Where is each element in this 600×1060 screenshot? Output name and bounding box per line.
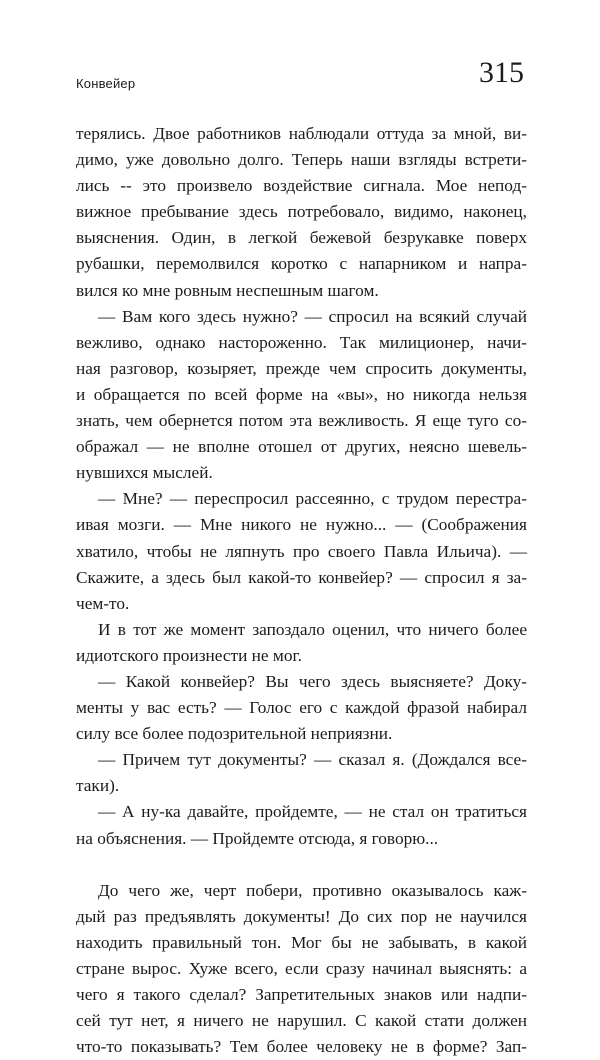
text-line: идиотского произнести не мог.: [76, 645, 302, 665]
text-line: — Вам кого здесь нужно? — спросил на всякий случай: [98, 306, 527, 326]
running-title: Конвейер: [76, 76, 136, 91]
text-line: чем-то.: [76, 593, 130, 613]
text-line: силу все более подозрительной неприязни.: [76, 724, 393, 744]
section-break: [76, 852, 527, 878]
text-line: вился ко мне ровным неспешным шагом.: [76, 280, 379, 300]
text-line: И в тот же момент запоздало оценил, что ничего более: [98, 619, 527, 639]
text-line: рубашки, перемолвился коротко с напарником и напра-: [76, 254, 527, 274]
text-line: — Какой конвейер? Вы чего здесь выясняете? Доку-: [98, 671, 527, 691]
text-line: терялись. Двое работников наблюдали оттуда за мной, ви-: [76, 124, 527, 143]
text-line: знать, чем обернется потом эта вежливость. Я еще туго со-: [76, 411, 527, 431]
text-line: и обращается по всей форме на «вы», но никогда нельзя: [76, 384, 527, 404]
text-line: димо, уже довольно долго. Теперь наши взгляды встрети-: [76, 150, 527, 170]
text-line: ображал — не вполне отошел от других, неясно шевель-: [76, 437, 527, 457]
text-line: выяснения. Один, в легкой бежевой безрукавке поверх: [76, 228, 527, 248]
text-line: стране вырос. Хуже всего, если сразу начинал выяснять: а: [76, 959, 527, 978]
text-line: чего я такого сделал? Запретительных знаков или надпи-: [76, 985, 527, 1005]
text-line: вижное пребывание здесь потребовало, видимо, наконец,: [76, 202, 527, 222]
text-line: на объяснения. — Пройдемте отсюда, я говорю...: [76, 828, 439, 848]
text-line: ивая мозги. — Мне никого не нужно... — (Соображения: [76, 515, 527, 535]
text-line: сей тут нет, я ничего не нарушил. С какой стати должен: [76, 1011, 527, 1031]
page-number: 315: [479, 56, 524, 89]
body-text: [76, 121, 527, 1060]
text-line: лись -- это произвело воздействие сигнала. Мое непод-: [76, 176, 527, 196]
text-line: нувшихся мыслей.: [76, 463, 213, 483]
text-line: дый раз предъявлять документы! До сих пор не научился: [76, 906, 527, 926]
text-line: — Мне? — переспросил рассеянно, с трудом перестра-: [98, 489, 527, 509]
text-line: До чего же, черт побери, противно оказывалось каж-: [98, 880, 527, 900]
text-line: хватило, чтобы не ляпнуть про своего Павла Ильича). —: [76, 541, 527, 561]
text-line: — Причем тут документы? — сказал я. (Дождался все-: [98, 750, 527, 770]
text-line: — А ну-ка давайте, пройдемте, — не стал он тратиться: [98, 802, 527, 822]
text-line: менты у вас есть? — Голос его с каждой фразой набирал: [76, 698, 527, 718]
text-line: ная разговор, козыряет, прежде чем спросить документы,: [76, 358, 527, 378]
text-line: что-то показывать? Тем более человеку не в форме? Зап-: [76, 1037, 527, 1057]
text-line: Скажите, а здесь был какой-то конвейер? — спросил я за-: [76, 567, 527, 587]
text-line: находить правильный тон. Мог бы не забывать, в какой: [76, 932, 527, 952]
text-line: таки).: [76, 776, 120, 796]
text-line: вежливо, однако настороженно. Так милиционер, начи-: [76, 332, 527, 352]
